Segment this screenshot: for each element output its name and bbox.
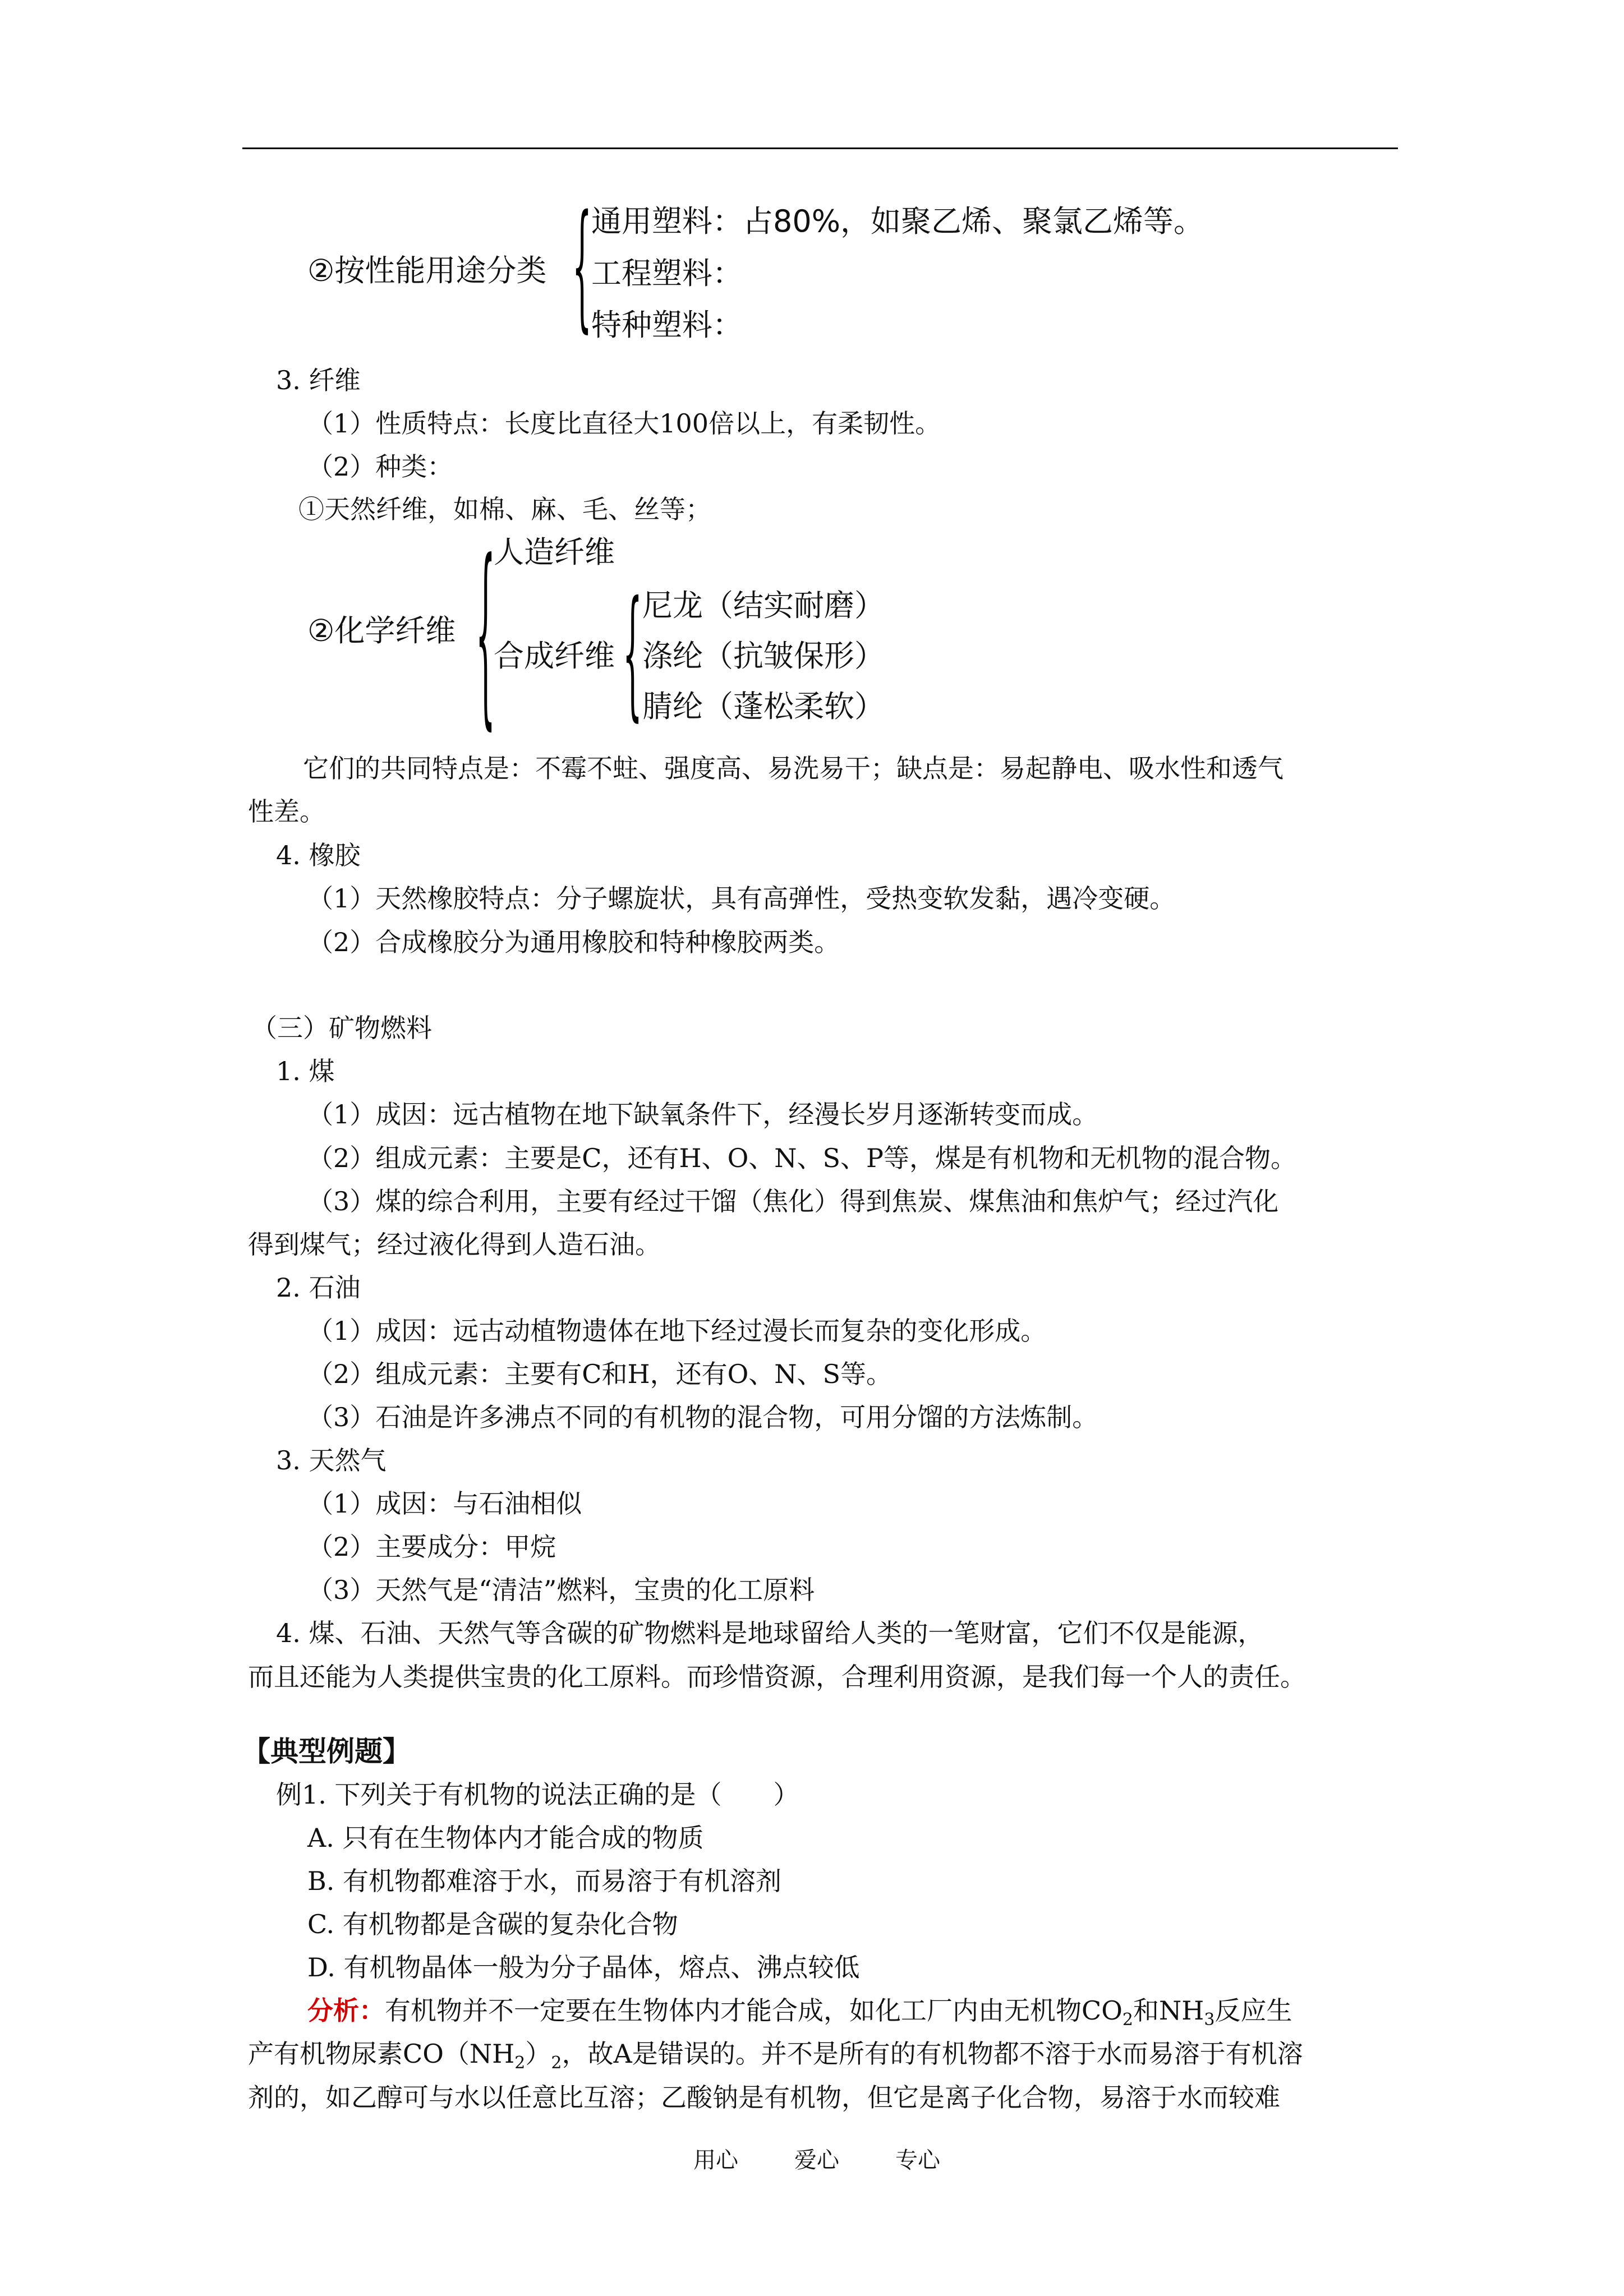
rubber-natural: （1）天然橡胶特点：分子螺旋状，具有高弹性，受热变软发黏，遇冷变硬。 [307,883,1176,914]
analysis-text-1b: 和NH [1133,1995,1204,2026]
analysis-text-1c: 反应生 [1214,1995,1292,2026]
fiber-heading: 3. 纤维 [276,365,361,395]
fiber-types: （2）种类： [307,451,453,482]
examples-heading: 【典型例题】 [242,1735,411,1768]
nh2-subscript: 2 [514,2053,526,2073]
fuel-section-heading: （三）矿物燃料 [251,1013,432,1043]
coal-usage-line-1: （3）煤的综合利用，主要有经过干馏（焦化）得到焦炭、煤焦油和焦炉气；经过汽化 [307,1186,1279,1216]
oil-elements: （2）组成元素：主要有C和H，还有O、N、S等。 [307,1359,892,1389]
analysis-line-2 [248,2037,1303,2080]
fiber-synthetic: 合成纤维 [494,638,615,674]
synthetic-item-nylon: 尼龙（结实耐磨） [642,588,885,623]
analysis-text-2b: ） [525,2039,551,2069]
oil-mixture: （3）石油是许多沸点不同的有机物的混合物，可用分馏的方法炼制。 [307,1402,1098,1432]
footer-word-2: 爱心 [794,2147,839,2173]
fiber-artificial: 人造纤维 [494,534,615,570]
analysis-text-2a: 产有机物尿素CO（NH [248,2039,515,2069]
footer-word-3: 专心 [895,2147,940,2173]
gas-clean-fuel: （3）天然气是“清洁”燃料，宝贵的化工原料 [307,1575,815,1605]
analysis-text-2c: ，故A是错误的。并不是所有的有机物都不溶于水而易溶于有机溶 [562,2039,1303,2069]
analysis-label: 分析： [307,1995,385,2026]
synthetic-item-acrylic: 腈纶（蓬松柔软） [642,689,885,724]
fuel-summary-line-1: 4. 煤、石油、天然气等含碳的矿物燃料是地球留给人类的一笔财富，它们不仅是能源， [276,1618,1264,1648]
analysis-text-1a: 有机物并不一定要在生物体内才能合成，如化工厂内由无机物CO [385,1995,1122,2026]
rubber-synthetic: （2）合成橡胶分为通用橡胶和特种橡胶两类。 [307,927,840,957]
analysis-line-3: 剂的，如乙醇可与水以任意比互溶；乙酸钠是有机物，但它是离子化合物，易溶于水而较难 [248,2082,1280,2113]
rubber-heading: 4. 橡胶 [276,840,361,870]
plastics-item-special: 特种塑料： [591,307,743,343]
oil-origin: （1）成因：远古动植物遗体在地下经过漫长而复杂的变化形成。 [307,1316,1047,1346]
urea-subscript: 2 [551,2053,562,2073]
fiber-common-line-2: 性差。 [248,796,325,827]
plastics-category-title: ②按性能用途分类 [307,253,547,288]
example-1-option-d: D. 有机物晶体一般为分子晶体，熔点、沸点较低 [307,1952,860,1983]
example-1-option-a: A. 只有在生物体内才能合成的物质 [307,1823,704,1853]
coal-origin: （1）成因：远古植物在地下缺氧条件下，经漫长岁月逐渐转变而成。 [307,1099,1098,1129]
example-1-question: 例1. 下列关于有机物的说法正确的是（ ） [276,1779,799,1810]
chemical-fiber-brace: { [476,518,495,748]
fiber-common-line-1: 它们的共同特点是：不霉不蛀、强度高、易洗易干；缺点是：易起静电、吸水性和透气 [303,753,1283,783]
gas-heading: 3. 天然气 [276,1445,387,1476]
example-1-option-c: C. 有机物都是含碳的复杂化合物 [307,1909,678,1939]
co2-subscript: 2 [1122,2010,1134,2030]
example-1-option-b: B. 有机物都难溶于水，而易溶于有机溶剂 [307,1866,782,1896]
plastics-item-engineering: 工程塑料： [591,256,743,291]
fiber-property: （1）性质特点：长度比直径大100倍以上，有柔韧性。 [307,408,941,439]
coal-elements: （2）组成元素：主要是C，还有H、O、N、S、P等，煤是有机物和无机物的混合物。 [307,1143,1297,1173]
oil-heading: 2. 石油 [276,1273,361,1303]
plastics-brace: { [572,185,592,346]
coal-heading: 1. 煤 [276,1056,335,1086]
synthetic-fiber-brace: { [623,570,642,735]
plastics-item-general: 通用塑料：占80%，如聚乙烯、聚氯乙烯等。 [591,204,1204,239]
synthetic-item-polyester: 涤纶（抗皱保形） [642,638,885,674]
fiber-chemical-title: ②化学纤维 [307,613,456,648]
footer-word-1: 用心 [693,2147,738,2173]
fiber-natural: ①天然纤维，如棉、麻、毛、丝等； [298,494,711,524]
coal-usage-line-2: 得到煤气；经过液化得到人造石油。 [248,1229,661,1260]
gas-component: （2）主要成分：甲烷 [307,1532,556,1562]
gas-origin: （1）成因：与石油相似 [307,1488,582,1519]
analysis-line-1 [307,1994,1292,2037]
fuel-summary-line-2: 而且还能为人类提供宝贵的化工原料。而珍惜资源，合理利用资源，是我们每一个人的责任。 [248,1662,1306,1692]
header-rule [242,147,1398,149]
nh3-subscript: 3 [1204,2010,1215,2030]
